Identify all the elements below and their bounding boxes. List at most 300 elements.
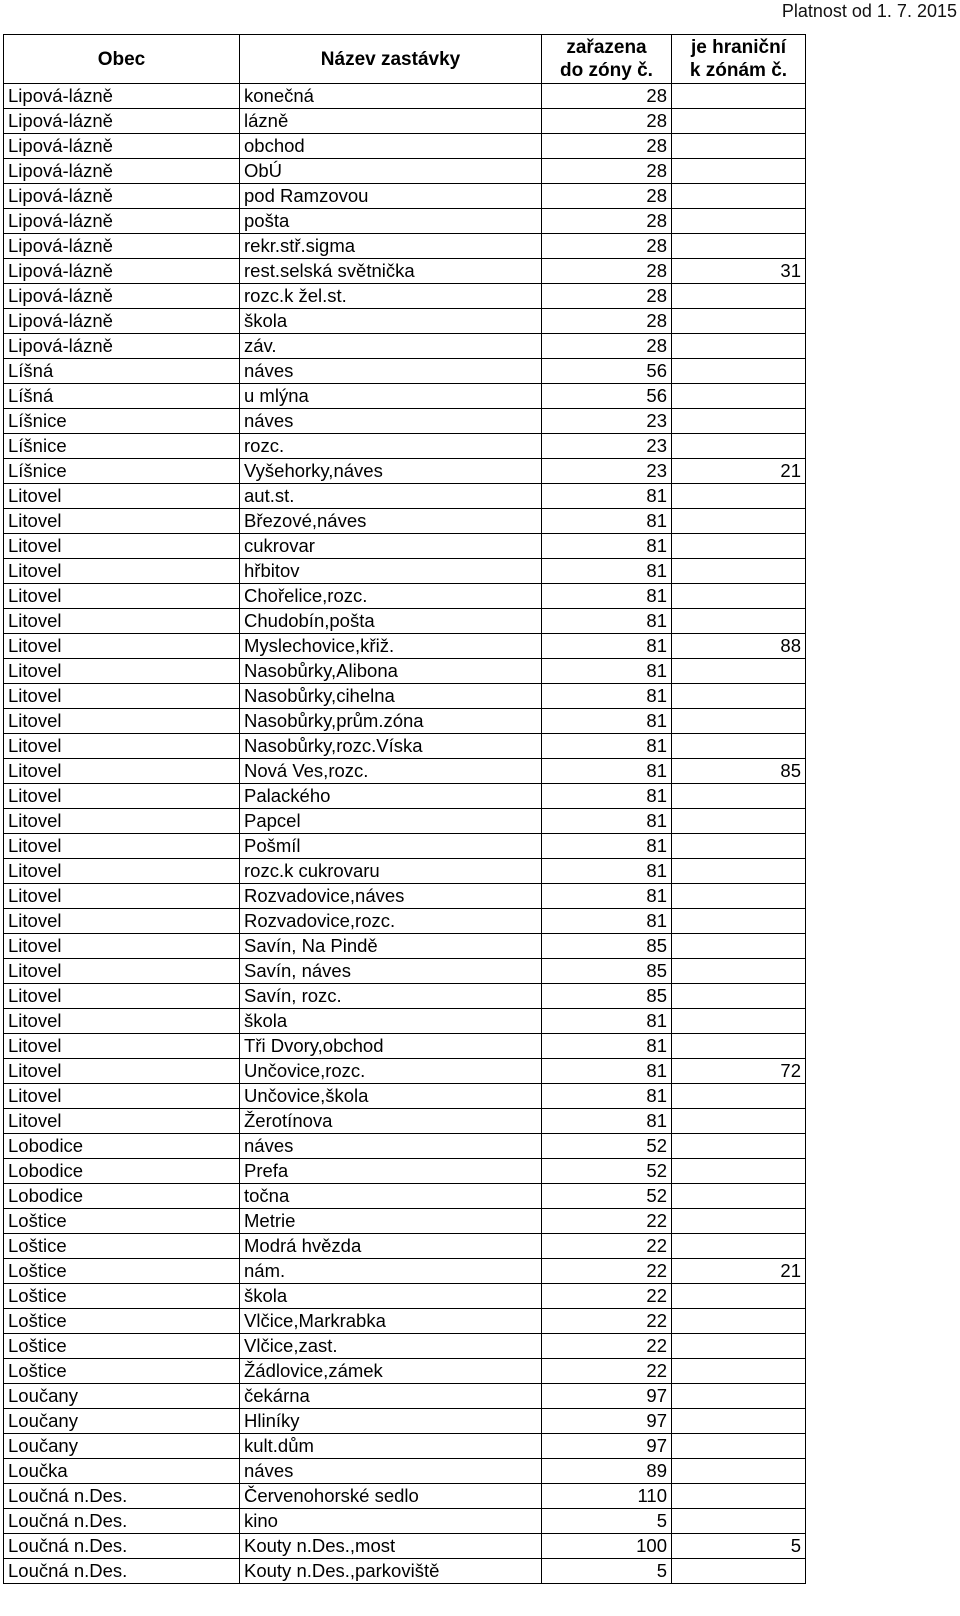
cell-zona: 22: [542, 1209, 672, 1234]
cell-zona: 81: [542, 734, 672, 759]
cell-obec: Loučany: [4, 1409, 240, 1434]
cell-zona: 5: [542, 1509, 672, 1534]
cell-hran: [672, 1384, 806, 1409]
cell-hran: [672, 609, 806, 634]
cell-obec: Loučany: [4, 1384, 240, 1409]
cell-hran: [672, 1509, 806, 1534]
cell-hran: [672, 909, 806, 934]
cell-zona: 81: [542, 684, 672, 709]
cell-nazev: kino: [240, 1509, 542, 1534]
cell-spacer: [806, 1009, 938, 1034]
cell-hran: [672, 159, 806, 184]
cell-hran: [672, 184, 806, 209]
cell-zona: 28: [542, 234, 672, 259]
cell-obec: Líšnice: [4, 409, 240, 434]
cell-zona: 100: [542, 1534, 672, 1559]
cell-zona: 81: [542, 1059, 672, 1084]
table-row: [4, 534, 938, 559]
table-row: [4, 434, 938, 459]
cell-zona: 28: [542, 159, 672, 184]
cell-spacer: [806, 1434, 938, 1459]
cell-spacer: [806, 159, 938, 184]
cell-nazev: Vlčice,Markrabka: [240, 1309, 542, 1334]
cell-obec: Loštice: [4, 1259, 240, 1284]
cell-spacer: [806, 684, 938, 709]
cell-zona: 81: [542, 534, 672, 559]
table-row: [4, 1084, 938, 1109]
table-row: [4, 1509, 938, 1534]
cell-obec: Litovel: [4, 1034, 240, 1059]
cell-nazev: kult.dům: [240, 1434, 542, 1459]
cell-spacer: [806, 1034, 938, 1059]
cell-hran: [672, 684, 806, 709]
cell-nazev: Nasobůrky,Alibona: [240, 659, 542, 684]
cell-zona: 81: [542, 884, 672, 909]
cell-hran: [672, 709, 806, 734]
cell-zona: 81: [542, 659, 672, 684]
cell-nazev: Savín, náves: [240, 959, 542, 984]
cell-hran: [672, 84, 806, 109]
cell-nazev: náves: [240, 1459, 542, 1484]
header-obec: Obec: [4, 35, 240, 84]
cell-obec: Litovel: [4, 484, 240, 509]
cell-obec: Lipová-lázně: [4, 184, 240, 209]
cell-nazev: Tři Dvory,obchod: [240, 1034, 542, 1059]
cell-nazev: náves: [240, 409, 542, 434]
cell-zona: 81: [542, 784, 672, 809]
cell-obec: Litovel: [4, 534, 240, 559]
cell-obec: Lobodice: [4, 1159, 240, 1184]
cell-zona: 22: [542, 1309, 672, 1334]
cell-hran: [672, 1359, 806, 1384]
cell-hran: 88: [672, 634, 806, 659]
cell-obec: Lobodice: [4, 1134, 240, 1159]
cell-nazev: rozc.: [240, 434, 542, 459]
cell-spacer: [806, 584, 938, 609]
header-hran: [672, 35, 806, 84]
cell-zona: 81: [542, 759, 672, 784]
cell-hran: [672, 234, 806, 259]
table-row: [4, 1334, 938, 1359]
cell-spacer: [806, 259, 938, 284]
cell-spacer: [806, 134, 938, 159]
cell-nazev: rest.selská světnička: [240, 259, 542, 284]
cell-hran: 85: [672, 759, 806, 784]
cell-spacer: [806, 1384, 938, 1409]
cell-spacer: [806, 784, 938, 809]
cell-nazev: Nasobůrky,rozc.Víska: [240, 734, 542, 759]
cell-spacer: [806, 209, 938, 234]
cell-obec: Litovel: [4, 859, 240, 884]
table-row: [4, 209, 938, 234]
table-row: [4, 384, 938, 409]
table-row: [4, 984, 938, 1009]
cell-spacer: [806, 1259, 938, 1284]
cell-nazev: Palackého: [240, 784, 542, 809]
table-row: [4, 1109, 938, 1134]
table-row: [4, 309, 938, 334]
cell-obec: Loučka: [4, 1459, 240, 1484]
cell-obec: Litovel: [4, 834, 240, 859]
cell-spacer: [806, 734, 938, 759]
cell-obec: Litovel: [4, 659, 240, 684]
table-row: [4, 509, 938, 534]
header-zona-line2: do zóny č.: [560, 60, 653, 81]
table-row: [4, 584, 938, 609]
cell-nazev: točna: [240, 1184, 542, 1209]
cell-hran: [672, 409, 806, 434]
cell-zona: 85: [542, 934, 672, 959]
cell-spacer: [806, 1334, 938, 1359]
table-row: [4, 959, 938, 984]
table-row: [4, 734, 938, 759]
cell-obec: Loštice: [4, 1234, 240, 1259]
cell-hran: 31: [672, 259, 806, 284]
cell-hran: [672, 959, 806, 984]
cell-hran: [672, 859, 806, 884]
cell-obec: Lipová-lázně: [4, 234, 240, 259]
table-row: [4, 859, 938, 884]
cell-obec: Loštice: [4, 1309, 240, 1334]
cell-nazev: pod Ramzovou: [240, 184, 542, 209]
cell-spacer: [806, 1459, 938, 1484]
cell-zona: 81: [542, 1109, 672, 1134]
cell-spacer: [806, 309, 938, 334]
cell-zona: 81: [542, 859, 672, 884]
table-row: [4, 884, 938, 909]
cell-spacer: [806, 934, 938, 959]
cell-nazev: Vlčice,zast.: [240, 1334, 542, 1359]
cell-obec: Litovel: [4, 934, 240, 959]
header-zona-line1: zařazena: [566, 37, 647, 58]
cell-zona: 81: [542, 909, 672, 934]
table-row: [4, 1434, 938, 1459]
cell-spacer: [806, 809, 938, 834]
cell-obec: Litovel: [4, 959, 240, 984]
table-row: [4, 1384, 938, 1409]
cell-obec: Loučná n.Des.: [4, 1534, 240, 1559]
table-row: [4, 784, 938, 809]
cell-hran: [672, 1559, 806, 1584]
cell-obec: Litovel: [4, 509, 240, 534]
cell-nazev: Červenohorské sedlo: [240, 1484, 542, 1509]
cell-hran: [672, 1034, 806, 1059]
table-row: [4, 484, 938, 509]
cell-spacer: [806, 359, 938, 384]
cell-obec: Litovel: [4, 809, 240, 834]
table-row: [4, 1134, 938, 1159]
table-row: [4, 409, 938, 434]
table-row: [4, 1559, 938, 1584]
cell-hran: [672, 1284, 806, 1309]
cell-zona: 28: [542, 209, 672, 234]
cell-zona: 28: [542, 84, 672, 109]
cell-nazev: lázně: [240, 109, 542, 134]
cell-spacer: [806, 1359, 938, 1384]
cell-obec: Lipová-lázně: [4, 159, 240, 184]
cell-obec: Loštice: [4, 1359, 240, 1384]
table-row: [4, 834, 938, 859]
cell-obec: Líšná: [4, 384, 240, 409]
table-row: [4, 1359, 938, 1384]
cell-nazev: pošta: [240, 209, 542, 234]
cell-zona: 28: [542, 334, 672, 359]
cell-nazev: obchod: [240, 134, 542, 159]
cell-nazev: záv.: [240, 334, 542, 359]
cell-hran: [672, 1234, 806, 1259]
cell-nazev: nám.: [240, 1259, 542, 1284]
cell-zona: 81: [542, 484, 672, 509]
table-row: [4, 84, 938, 109]
cell-hran: [672, 334, 806, 359]
cell-zona: 85: [542, 984, 672, 1009]
cell-obec: Litovel: [4, 884, 240, 909]
cell-zona: 22: [542, 1234, 672, 1259]
cell-nazev: Žádlovice,zámek: [240, 1359, 542, 1384]
cell-nazev: Myslechovice,křiž.: [240, 634, 542, 659]
cell-hran: [672, 1309, 806, 1334]
cell-nazev: Kouty n.Des.,parkoviště: [240, 1559, 542, 1584]
cell-hran: [672, 134, 806, 159]
cell-zona: 22: [542, 1284, 672, 1309]
cell-obec: Litovel: [4, 609, 240, 634]
cell-obec: Loučná n.Des.: [4, 1559, 240, 1584]
cell-nazev: u mlýna: [240, 384, 542, 409]
table-row: [4, 1034, 938, 1059]
cell-nazev: Papcel: [240, 809, 542, 834]
cell-zona: 22: [542, 1359, 672, 1384]
table-row: [4, 909, 938, 934]
cell-hran: [672, 884, 806, 909]
cell-obec: Lipová-lázně: [4, 209, 240, 234]
cell-hran: [672, 434, 806, 459]
cell-nazev: Modrá hvězda: [240, 1234, 542, 1259]
cell-nazev: Vyšehorky,náves: [240, 459, 542, 484]
cell-nazev: Unčovice,škola: [240, 1084, 542, 1109]
cell-spacer: [806, 1159, 938, 1184]
cell-zona: 28: [542, 184, 672, 209]
cell-obec: Líšnice: [4, 459, 240, 484]
cell-zona: 81: [542, 709, 672, 734]
cell-spacer: [806, 409, 938, 434]
cell-zona: 28: [542, 284, 672, 309]
cell-hran: [672, 1184, 806, 1209]
zone-table-body: [4, 84, 938, 1584]
header-hran-line1: je hraniční: [690, 37, 787, 58]
cell-obec: Lipová-lázně: [4, 109, 240, 134]
cell-obec: Lipová-lázně: [4, 309, 240, 334]
cell-hran: [672, 1334, 806, 1359]
table-row: [4, 1184, 938, 1209]
table-row: [4, 659, 938, 684]
cell-obec: Lipová-lázně: [4, 334, 240, 359]
cell-obec: Litovel: [4, 1009, 240, 1034]
cell-spacer: [806, 509, 938, 534]
cell-hran: [672, 984, 806, 1009]
header-hran-line2: k zónám č.: [689, 60, 788, 81]
cell-zona: 22: [542, 1259, 672, 1284]
cell-zona: 81: [542, 1084, 672, 1109]
cell-nazev: Nasobůrky,cihelna: [240, 684, 542, 709]
cell-spacer: [806, 184, 938, 209]
cell-spacer: [806, 609, 938, 634]
cell-obec: Litovel: [4, 559, 240, 584]
cell-hran: [672, 1084, 806, 1109]
table-row: [4, 234, 938, 259]
cell-spacer: [806, 1184, 938, 1209]
cell-spacer: [806, 659, 938, 684]
cell-zona: 85: [542, 959, 672, 984]
table-row: [4, 459, 938, 484]
cell-spacer: [806, 634, 938, 659]
cell-zona: 5: [542, 1559, 672, 1584]
cell-nazev: Prefa: [240, 1159, 542, 1184]
cell-zona: 89: [542, 1459, 672, 1484]
cell-spacer: [806, 959, 938, 984]
cell-hran: [672, 284, 806, 309]
cell-obec: Loučná n.Des.: [4, 1484, 240, 1509]
table-row: [4, 1484, 938, 1509]
cell-nazev: Kouty n.Des.,most: [240, 1534, 542, 1559]
cell-nazev: Savín, rozc.: [240, 984, 542, 1009]
table-row: [4, 709, 938, 734]
cell-hran: [672, 1134, 806, 1159]
cell-spacer: [806, 459, 938, 484]
table-row: [4, 1284, 938, 1309]
cell-zona: 81: [542, 834, 672, 859]
table-row: [4, 559, 938, 584]
cell-obec: Loštice: [4, 1209, 240, 1234]
cell-hran: [672, 934, 806, 959]
cell-hran: [672, 1409, 806, 1434]
cell-zona: 110: [542, 1484, 672, 1509]
cell-nazev: Nasobůrky,prům.zóna: [240, 709, 542, 734]
cell-zona: 81: [542, 1009, 672, 1034]
cell-nazev: Rozvadovice,náves: [240, 884, 542, 909]
cell-spacer: [806, 1509, 938, 1534]
cell-zona: 52: [542, 1134, 672, 1159]
cell-obec: Litovel: [4, 984, 240, 1009]
cell-spacer: [806, 84, 938, 109]
cell-hran: [672, 309, 806, 334]
cell-nazev: Metrie: [240, 1209, 542, 1234]
cell-hran: [672, 834, 806, 859]
zone-table-header: [4, 35, 938, 84]
cell-hran: [672, 1009, 806, 1034]
cell-nazev: aut.st.: [240, 484, 542, 509]
cell-spacer: [806, 434, 938, 459]
cell-spacer: [806, 709, 938, 734]
cell-obec: Litovel: [4, 784, 240, 809]
cell-obec: Litovel: [4, 709, 240, 734]
cell-zona: 97: [542, 1384, 672, 1409]
cell-nazev: rozc.k cukrovaru: [240, 859, 542, 884]
cell-spacer: [806, 534, 938, 559]
table-row: [4, 809, 938, 834]
cell-hran: [672, 809, 806, 834]
cell-nazev: škola: [240, 309, 542, 334]
cell-zona: 52: [542, 1159, 672, 1184]
cell-obec: Litovel: [4, 734, 240, 759]
cell-hran: [672, 1209, 806, 1234]
cell-zona: 28: [542, 259, 672, 284]
table-row: [4, 1259, 938, 1284]
cell-nazev: náves: [240, 359, 542, 384]
cell-spacer: [806, 284, 938, 309]
table-row: [4, 1534, 938, 1559]
cell-hran: [672, 534, 806, 559]
cell-spacer: [806, 984, 938, 1009]
cell-obec: Litovel: [4, 909, 240, 934]
cell-obec: Loštice: [4, 1334, 240, 1359]
cell-spacer: [806, 484, 938, 509]
cell-obec: Líšnice: [4, 434, 240, 459]
cell-nazev: Hliníky: [240, 1409, 542, 1434]
table-row: [4, 109, 938, 134]
cell-obec: Litovel: [4, 1059, 240, 1084]
cell-nazev: Chudobín,pošta: [240, 609, 542, 634]
cell-spacer: [806, 909, 938, 934]
cell-hran: [672, 359, 806, 384]
cell-zona: 97: [542, 1434, 672, 1459]
cell-spacer: [806, 384, 938, 409]
cell-zona: 28: [542, 109, 672, 134]
cell-hran: [672, 1159, 806, 1184]
cell-zona: 81: [542, 559, 672, 584]
cell-spacer: [806, 1534, 938, 1559]
cell-obec: Litovel: [4, 1109, 240, 1134]
cell-spacer: [806, 859, 938, 884]
cell-spacer: [806, 759, 938, 784]
cell-zona: 97: [542, 1409, 672, 1434]
cell-nazev: Savín, Na Pindě: [240, 934, 542, 959]
cell-hran: [672, 559, 806, 584]
cell-spacer: [806, 1559, 938, 1584]
cell-zona: 23: [542, 409, 672, 434]
table-row: [4, 934, 938, 959]
cell-hran: 5: [672, 1534, 806, 1559]
table-row: [4, 1459, 938, 1484]
table-row: [4, 1059, 938, 1084]
cell-hran: 21: [672, 1259, 806, 1284]
cell-spacer: [806, 1134, 938, 1159]
cell-zona: 81: [542, 609, 672, 634]
cell-spacer: [806, 1309, 938, 1334]
cell-nazev: Rozvadovice,rozc.: [240, 909, 542, 934]
cell-zona: 56: [542, 359, 672, 384]
cell-nazev: náves: [240, 1134, 542, 1159]
header-zona: [542, 35, 672, 84]
cell-spacer: [806, 1084, 938, 1109]
header-spacer: [806, 35, 938, 84]
cell-zona: 81: [542, 809, 672, 834]
cell-nazev: konečná: [240, 84, 542, 109]
cell-hran: [672, 784, 806, 809]
zone-table: [3, 34, 938, 1584]
cell-nazev: rozc.k žel.st.: [240, 284, 542, 309]
cell-spacer: [806, 1284, 938, 1309]
cell-obec: Lobodice: [4, 1184, 240, 1209]
cell-hran: [672, 1484, 806, 1509]
cell-nazev: Nová Ves,rozc.: [240, 759, 542, 784]
table-row: [4, 284, 938, 309]
cell-zona: 52: [542, 1184, 672, 1209]
cell-hran: [672, 1459, 806, 1484]
cell-nazev: cukrovar: [240, 534, 542, 559]
table-row: [4, 684, 938, 709]
cell-hran: [672, 1434, 806, 1459]
cell-obec: Litovel: [4, 634, 240, 659]
